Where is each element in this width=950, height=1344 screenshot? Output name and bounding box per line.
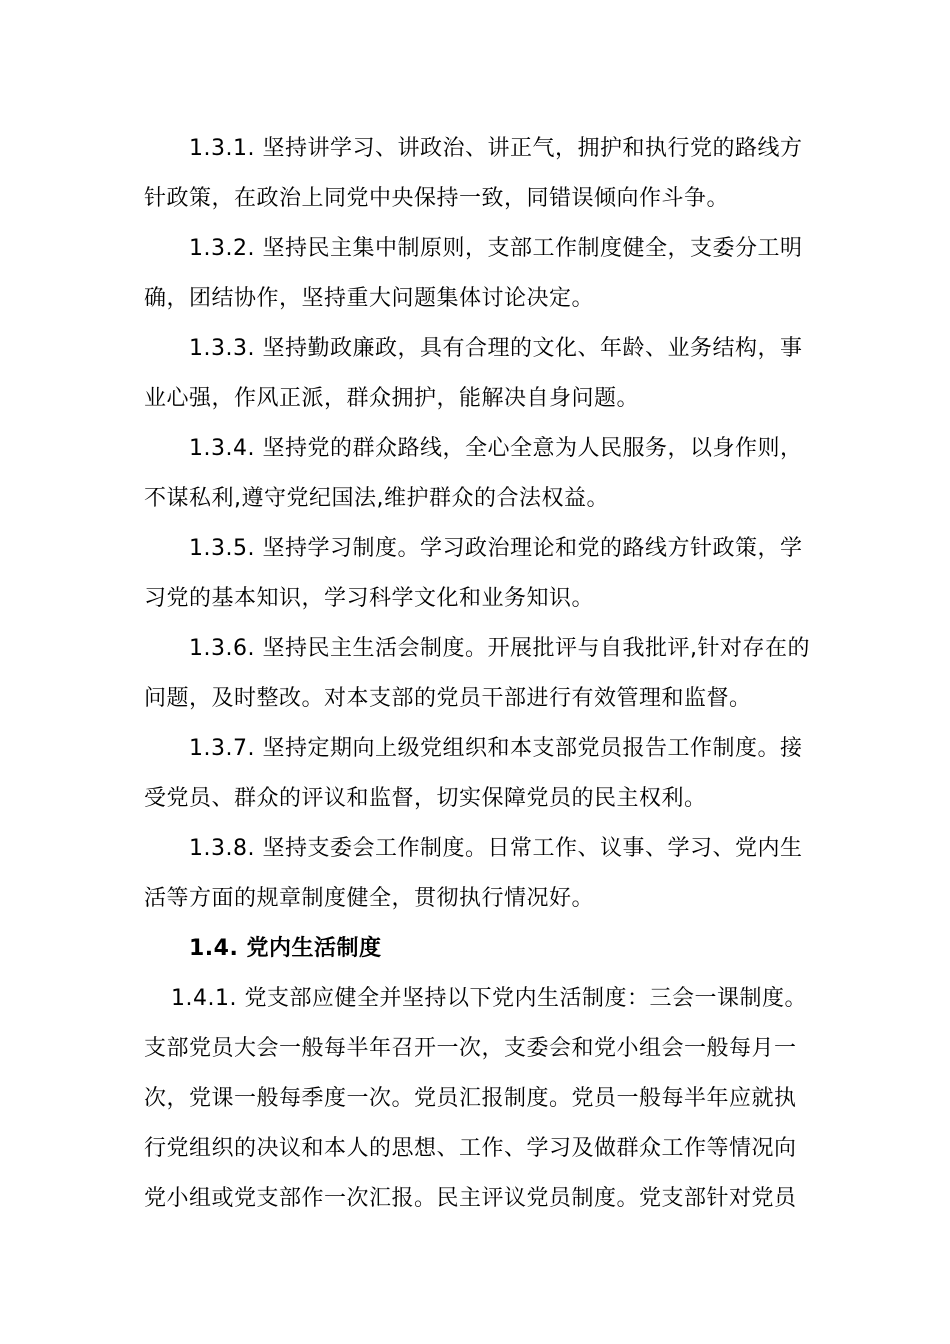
paragraph-1-4-1-line-2: 支部党员大会一般每半年召开一次，支委会和党小组会一般每月一 xyxy=(144,1036,797,1061)
paragraph-1-3-2-line-2: 确，团结协作，坚持重大问题集体讨论决定。 xyxy=(144,286,595,311)
paragraph-1-3-5-line-1: 1.3.5. 坚持学习制度。学习政治理论和党的路线方针政策，学 xyxy=(189,536,803,561)
paragraph-1-3-2-line-1: 1.3.2. 坚持民主集中制原则，支部工作制度健全，支委分工明 xyxy=(189,236,803,261)
paragraph-1-3-4-line-2: 不谋私利,遵守党纪国法,维护群众的合法权益。 xyxy=(144,486,609,511)
paragraph-1-3-7-line-2: 受党员、群众的评议和监督，切实保障党员的民主权利。 xyxy=(144,786,707,811)
paragraph-1-3-8-line-1: 1.3.8. 坚持支委会工作制度。日常工作、议事、学习、党内生 xyxy=(189,836,803,861)
paragraph-1-3-4-line-1: 1.3.4. 坚持党的群众路线，全心全意为人民服务，以身作则， xyxy=(189,436,803,461)
paragraph-1-4-1-line-3: 次，党课一般每季度一次。党员汇报制度。党员一般每半年应就执 xyxy=(144,1086,797,1111)
paragraph-1-3-5-line-2: 习党的基本知识，学习科学文化和业务知识。 xyxy=(144,586,595,611)
section-heading-1-4: 1.4. 党内生活制度 xyxy=(189,936,382,961)
paragraph-1-4-1-line-5: 党小组或党支部作一次汇报。民主评议党员制度。党支部针对党员 xyxy=(144,1186,797,1211)
paragraph-1-3-1-line-2: 针政策，在政治上同党中央保持一致，同错误倾向作斗争。 xyxy=(144,186,730,211)
paragraph-1-4-1-line-1: 1.4.1. 党支部应健全并坚持以下党内生活制度：三会一课制度。 xyxy=(171,986,807,1011)
paragraph-1-3-6-line-2: 问题，及时整改。对本支部的党员干部进行有效管理和监督。 xyxy=(144,686,752,711)
paragraph-1-3-8-line-2: 活等方面的规章制度健全，贯彻执行情况好。 xyxy=(144,886,595,911)
paragraph-1-3-3-line-2: 业心强，作风正派，群众拥护，能解决自身问题。 xyxy=(144,386,640,411)
paragraph-1-3-1-line-1: 1.3.1. 坚持讲学习、讲政治、讲正气，拥护和执行党的路线方 xyxy=(189,136,803,161)
paragraph-1-3-6-line-1: 1.3.6. 坚持民主生活会制度。开展批评与自我批评,针对存在的 xyxy=(189,636,810,661)
paragraph-1-3-7-line-1: 1.3.7. 坚持定期向上级党组织和本支部党员报告工作制度。接 xyxy=(189,736,803,761)
paragraph-1-3-3-line-1: 1.3.3. 坚持勤政廉政，具有合理的文化、年龄、业务结构，事 xyxy=(189,336,803,361)
paragraph-1-4-1-line-4: 行党组织的决议和本人的思想、工作、学习及做群众工作等情况向 xyxy=(144,1136,797,1161)
